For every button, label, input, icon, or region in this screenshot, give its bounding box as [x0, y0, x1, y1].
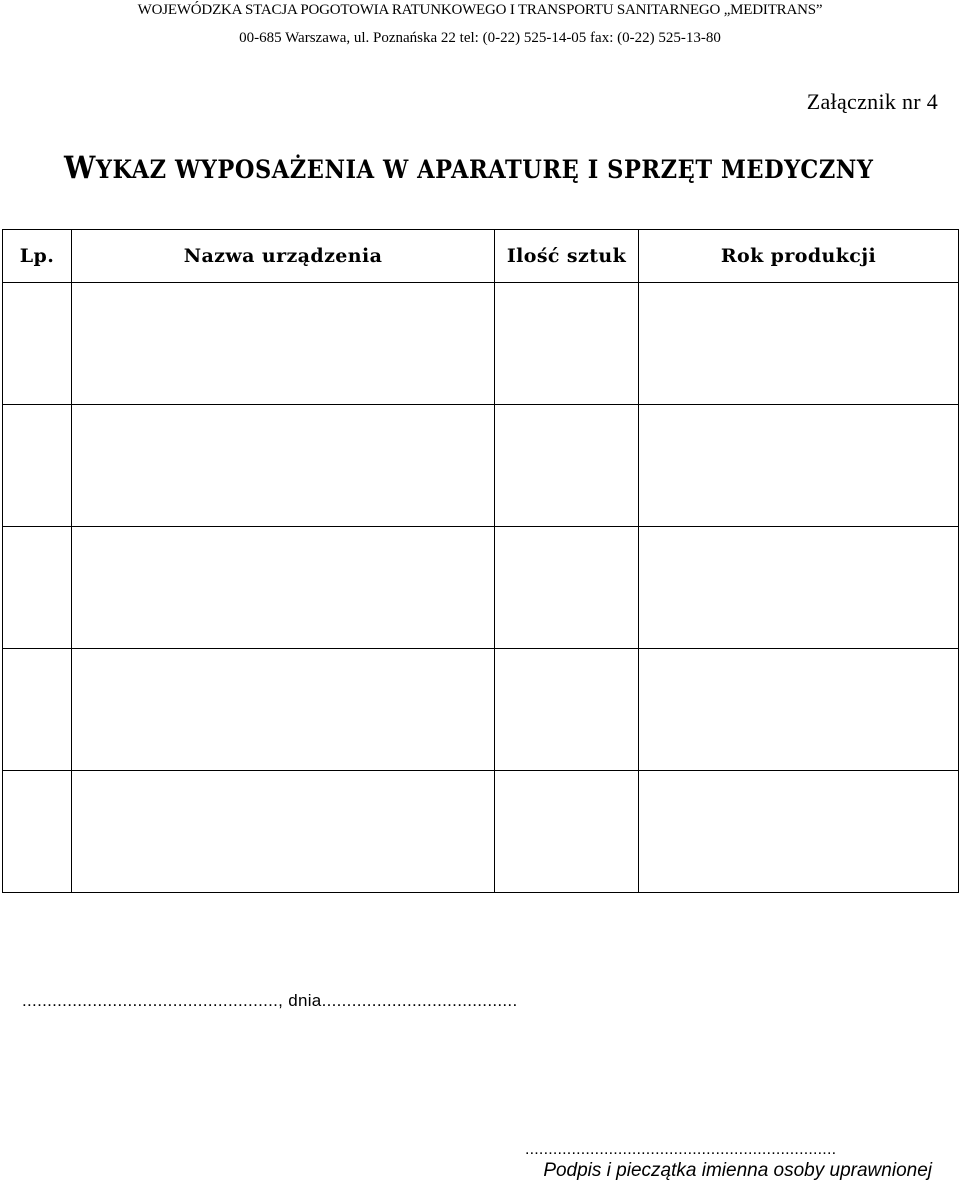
- table-row: [3, 405, 959, 527]
- table-row: [3, 527, 959, 649]
- header-quantity: Ilość sztuk: [495, 230, 639, 283]
- place-date-line: ..................................................., dnia.......................................: [22, 991, 518, 1010]
- cell-production-year[interactable]: [639, 771, 959, 893]
- table-row: [3, 771, 959, 893]
- cell-lp[interactable]: [3, 527, 72, 649]
- cell-device-name[interactable]: [72, 771, 495, 893]
- header-lp: Lp.: [3, 230, 72, 283]
- cell-production-year[interactable]: [639, 283, 959, 405]
- cell-production-year[interactable]: [639, 527, 959, 649]
- cell-quantity[interactable]: [495, 649, 639, 771]
- annex-label: Załącznik nr 4: [806, 89, 938, 114]
- cell-lp[interactable]: [3, 771, 72, 893]
- header-device-name: Nazwa urządzenia: [72, 230, 495, 283]
- equipment-table: [2, 229, 959, 893]
- table-header-row: [3, 230, 959, 283]
- signature-dotted-line: ...................................................................: [525, 1141, 837, 1158]
- organization-name: WOJEWÓDZKA STACJA POGOTOWIA RATUNKOWEGO I TRANSPORTU SANITARNEGO „MEDITRANS”: [137, 2, 823, 18]
- cell-production-year[interactable]: [639, 649, 959, 771]
- header-production-year: Rok produkcji: [639, 230, 959, 283]
- table-row: [3, 283, 959, 405]
- cell-quantity[interactable]: [495, 771, 639, 893]
- table-row: [3, 649, 959, 771]
- cell-device-name[interactable]: [72, 527, 495, 649]
- cell-device-name[interactable]: [72, 283, 495, 405]
- cell-quantity[interactable]: [495, 283, 639, 405]
- cell-lp[interactable]: [3, 405, 72, 527]
- cell-device-name[interactable]: [72, 649, 495, 771]
- document-title: [64, 150, 873, 186]
- title-initial: W: [64, 150, 96, 186]
- signature-label: Podpis i pieczątka imienna osoby uprawnionej: [543, 1160, 932, 1181]
- cell-quantity[interactable]: [495, 527, 639, 649]
- cell-quantity[interactable]: [495, 405, 639, 527]
- cell-lp[interactable]: [3, 283, 72, 405]
- organization-address: 00-685 Warszawa, ul. Poznańska 22 tel: (0-22) 525-14-05 fax: (0-22) 525-13-80: [239, 30, 721, 46]
- title-rest: YKAZ WYPOSAŻENIA W APARATURĘ I SPRZĘT MEDYCZNY: [95, 155, 874, 184]
- cell-device-name[interactable]: [72, 405, 495, 527]
- cell-production-year[interactable]: [639, 405, 959, 527]
- cell-lp[interactable]: [3, 649, 72, 771]
